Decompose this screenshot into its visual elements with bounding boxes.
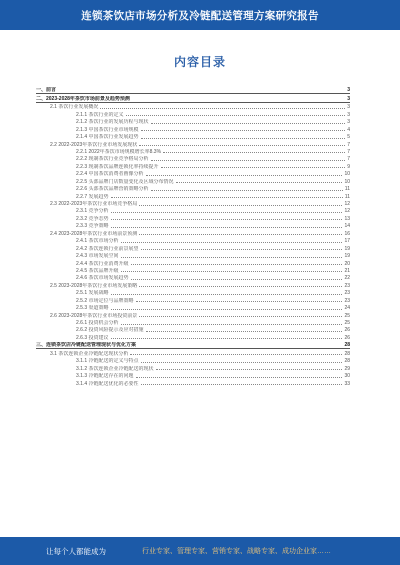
toc-leader-dots bbox=[111, 309, 343, 310]
toc-entry-text: 2.3.1 竞争分析 bbox=[76, 208, 109, 215]
toc-entry-text: 2.4.6 茶饮市场发展趋势 bbox=[76, 275, 129, 282]
toc-entry-page: 33 bbox=[344, 380, 350, 387]
toc-entry-page: 3 bbox=[347, 111, 350, 118]
toc-entry-page: 28 bbox=[344, 350, 350, 357]
toc-entry[interactable] bbox=[36, 296, 350, 303]
toc-entry[interactable] bbox=[36, 86, 350, 94]
toc-entry-text: 2.6.1 投资机会分析 bbox=[76, 320, 119, 326]
toc-entry-text: 二、2023-2028年茶饮市场前景及趋势预测 bbox=[36, 95, 130, 102]
toc-entry-page: 23 bbox=[344, 290, 350, 297]
toc-entry-text: 3.1.3 冷链配送存在的问题 bbox=[76, 373, 134, 380]
toc-leader-dots bbox=[121, 324, 343, 325]
toc-leader-dots bbox=[139, 234, 342, 235]
toc-entry-page: 12 bbox=[344, 201, 350, 207]
toc-entry-page: 5 bbox=[347, 134, 350, 141]
toc-entry[interactable] bbox=[36, 170, 350, 177]
toc-entry[interactable] bbox=[36, 379, 350, 386]
toc-leader-dots bbox=[141, 130, 346, 131]
toc-entry[interactable] bbox=[36, 214, 350, 221]
toc-entry-text: 2.2.1 2022年茶饮市场规模增长率8.3% bbox=[76, 148, 162, 155]
toc-entry[interactable] bbox=[36, 94, 350, 102]
toc-entry[interactable] bbox=[36, 252, 350, 259]
toc-leader-dots bbox=[161, 167, 346, 168]
toc-leader-dots bbox=[146, 331, 343, 332]
toc-entry-text: 3.1 茶饮连锁企业冷链配送现状分析 bbox=[50, 350, 129, 357]
toc-entry[interactable] bbox=[36, 259, 350, 266]
page-header bbox=[0, 0, 400, 30]
toc-entry-page: 26 bbox=[344, 334, 350, 341]
report-title: 连锁茶饮店市场分析及冷链配送管理方案研究报告 bbox=[81, 9, 319, 22]
toc-leader-dots bbox=[151, 160, 346, 161]
toc-entry-text: 2.4.2 茶饮连锁行业前景展望 bbox=[76, 245, 139, 252]
toc-entry-page: 3 bbox=[347, 104, 350, 111]
toc-entry-page: 19 bbox=[344, 245, 350, 252]
toc-entry-text: 2.1 茶饮行业发展概况 bbox=[50, 104, 99, 111]
toc-entry-page: 21 bbox=[344, 267, 350, 274]
toc-entry-text: 2.4 2023-2028年茶饮行业市场前景预测 bbox=[50, 230, 138, 237]
toc-entry-text: 2.5 2023-2028年茶饮行业市场发展策略 bbox=[50, 282, 138, 289]
toc-leader-dots bbox=[139, 205, 342, 206]
toc-entry-text: 2.3.2 竞争态势 bbox=[76, 215, 109, 222]
toc-entry[interactable] bbox=[36, 155, 350, 162]
toc-leader-dots bbox=[136, 377, 343, 378]
toc-entry-text: 2.3 2022-2023年茶饮行业市场竞争格局 bbox=[50, 201, 138, 207]
toc-entry-text: 2.5.3 渠道策略 bbox=[76, 305, 109, 312]
toc-entry-text: 2.2.7 发展趋势 bbox=[76, 193, 109, 200]
toc-entry-page: 16 bbox=[344, 230, 350, 237]
toc-entry[interactable] bbox=[36, 177, 350, 184]
toc-entry-page: 28 bbox=[344, 342, 350, 349]
toc-entry-page: 10 bbox=[344, 171, 350, 178]
toc-entry-page: 7 bbox=[347, 141, 350, 148]
toc-leader-dots bbox=[141, 362, 343, 363]
toc-entry[interactable] bbox=[36, 364, 350, 371]
toc-leader-dots bbox=[136, 301, 343, 302]
toc-leader-dots bbox=[111, 219, 343, 220]
toc-entry-text: 2.6 2023-2028年茶饮行业市场投资前景 bbox=[50, 312, 138, 319]
toc-entry-page: 10 bbox=[344, 178, 350, 185]
toc-leader-dots bbox=[151, 123, 346, 124]
toc-leader-dots bbox=[111, 338, 343, 339]
toc-entry-page: 23 bbox=[344, 297, 350, 304]
toc-leader-dots bbox=[111, 197, 343, 198]
footer-slogan: 让每个人都能成为 bbox=[46, 546, 106, 556]
toc-leader-dots bbox=[126, 115, 346, 116]
toc-entry-page: 23 bbox=[344, 282, 350, 289]
toc-leader-dots bbox=[130, 354, 342, 355]
toc-entry-text: 2.6.2 投资风险提示及应对措施 bbox=[76, 327, 144, 334]
toc-entry-page: 4 bbox=[347, 126, 350, 133]
toc-entry[interactable] bbox=[36, 289, 350, 296]
toc-entry-text: 2.3.3 竞争策略 bbox=[76, 223, 109, 230]
toc-entry-text: 2.2.3 现制茶饮品牌连锁化率持续提升 bbox=[76, 163, 159, 170]
toc-entry[interactable] bbox=[36, 333, 350, 340]
toc-entry[interactable] bbox=[36, 140, 350, 147]
toc-entry[interactable] bbox=[36, 244, 350, 251]
toc-entry-page: 26 bbox=[344, 327, 350, 334]
toc-entry-text: 2.1.2 茶饮行业的发展历程与现状 bbox=[76, 119, 149, 126]
toc-entry-page: 22 bbox=[344, 275, 350, 282]
toc-leader-dots bbox=[146, 175, 343, 176]
footer-tagline: 行业专家、管理专家、营销专家、战略专家、成功企业家…… bbox=[142, 548, 331, 555]
toc-leader-dots bbox=[111, 227, 343, 228]
toc-entry-text: 2.2.4 中国茶饮消费者画像分析 bbox=[76, 171, 144, 178]
toc-entry[interactable] bbox=[36, 274, 350, 281]
toc-entry[interactable] bbox=[36, 311, 350, 318]
toc-leader-dots bbox=[163, 152, 345, 153]
toc-leader-dots bbox=[176, 182, 343, 183]
toc-leader-dots bbox=[121, 257, 343, 258]
toc-leader-dots bbox=[131, 264, 343, 265]
toc-entry[interactable] bbox=[36, 148, 350, 155]
toc-entry-text: 2.5.2 市场定位与品牌策略 bbox=[76, 297, 134, 304]
toc-entry[interactable] bbox=[36, 319, 350, 326]
toc-entry-page: 14 bbox=[344, 223, 350, 230]
toc-entry-page: 3 bbox=[347, 95, 350, 102]
toc-entry-text: 2.2.2 现制茶饮行业竞争格局分析 bbox=[76, 156, 149, 163]
page-footer bbox=[0, 537, 400, 565]
toc-entry[interactable] bbox=[36, 118, 350, 125]
toc-leader-dots bbox=[100, 108, 345, 109]
toc-entry-text: 2.2.6 头部茶饮品牌营销策略分析 bbox=[76, 186, 149, 193]
toc-entry[interactable] bbox=[36, 281, 350, 288]
toc-entry[interactable] bbox=[36, 103, 350, 110]
table-of-contents bbox=[36, 86, 350, 387]
toc-entry[interactable] bbox=[36, 229, 350, 236]
toc-entry[interactable] bbox=[36, 349, 350, 356]
toc-entry-page: 9 bbox=[347, 163, 350, 170]
toc-leader-dots bbox=[111, 294, 343, 295]
toc-entry[interactable] bbox=[36, 304, 350, 311]
toc-entry-text: 3.1.4 冷链配送优化的必要性 bbox=[76, 380, 139, 387]
toc-entry-page: 7 bbox=[347, 148, 350, 155]
toc-entry-page: 17 bbox=[344, 238, 350, 245]
toc-entry[interactable] bbox=[36, 326, 350, 333]
toc-entry-page: 30 bbox=[344, 373, 350, 380]
toc-entry-text: 2.1.1 茶饮行业的定义 bbox=[76, 111, 124, 118]
toc-entry-text: 2.1.4 中国茶饮行业发展趋势 bbox=[76, 134, 139, 141]
toc-entry-text: 2.4.4 茶饮行业消费升级 bbox=[76, 260, 129, 267]
toc-leader-dots bbox=[151, 190, 343, 191]
toc-entry-page: 11 bbox=[344, 186, 350, 193]
toc-entry[interactable] bbox=[36, 185, 350, 192]
toc-entry-page: 12 bbox=[344, 208, 350, 215]
toc-entry-page: 3 bbox=[347, 119, 350, 126]
toc-title: 内容目录 bbox=[173, 55, 226, 69]
toc-entry[interactable] bbox=[36, 357, 350, 364]
toc-entry-text: 3.1.1 冷链配送的定义与特点 bbox=[76, 358, 139, 365]
toc-entry-page: 24 bbox=[344, 305, 350, 312]
toc-entry[interactable] bbox=[36, 162, 350, 169]
toc-entry-page: 19 bbox=[344, 253, 350, 260]
toc-entry-text: 2.4.5 茶饮品牌升级 bbox=[76, 267, 119, 274]
toc-entry-page: 20 bbox=[344, 260, 350, 267]
toc-entry-page: 13 bbox=[344, 215, 350, 222]
toc-leader-dots bbox=[121, 271, 343, 272]
toc-entry-text: 2.2.5 头部品牌门店数量变化及区域分布情况 bbox=[76, 178, 174, 185]
toc-leader-dots bbox=[139, 316, 342, 317]
toc-entry-text: 三、连锁茶饮店冷链配送管理现状与优化方案 bbox=[36, 342, 137, 349]
toc-entry-text: 2.2 2022-2023年茶饮行业市场发展现状 bbox=[50, 141, 138, 148]
toc-entry[interactable] bbox=[36, 192, 350, 199]
toc-entry[interactable] bbox=[36, 110, 350, 117]
toc-leader-dots bbox=[139, 145, 345, 146]
toc-entry-page: 28 bbox=[344, 358, 350, 365]
toc-leader-dots bbox=[156, 369, 343, 370]
toc-leader-dots bbox=[121, 242, 343, 243]
toc-entry-text: 3.1.2 茶饮连锁企业冷链配送的现状 bbox=[76, 365, 154, 372]
toc-entry-page: 25 bbox=[344, 312, 350, 319]
toc-entry[interactable] bbox=[36, 372, 350, 379]
toc-entry-text: 2.1.3 中国茶饮行业市场规模 bbox=[76, 126, 139, 133]
toc-leader-dots bbox=[131, 279, 343, 280]
toc-entry[interactable] bbox=[36, 237, 350, 244]
toc-entry-page: 3 bbox=[347, 87, 350, 94]
toc-entry-text: 一、前言 bbox=[36, 87, 57, 94]
toc-entry-page: 7 bbox=[347, 156, 350, 163]
toc-entry-text: 2.6.3 投资建议 bbox=[76, 334, 109, 341]
toc-entry[interactable] bbox=[36, 207, 350, 214]
toc-leader-dots bbox=[141, 384, 343, 385]
toc-entry[interactable] bbox=[36, 267, 350, 274]
toc-entry-page: 11 bbox=[344, 193, 350, 200]
toc-entry-text: 2.5.1 发展战略 bbox=[76, 290, 109, 297]
toc-leader-dots bbox=[139, 286, 342, 287]
toc-entry[interactable] bbox=[36, 341, 350, 349]
toc-entry-page: 29 bbox=[344, 365, 350, 372]
toc-entry[interactable] bbox=[36, 125, 350, 132]
toc-leader-dots bbox=[111, 212, 343, 213]
toc-entry-page: 25 bbox=[344, 320, 350, 326]
toc-entry[interactable] bbox=[36, 200, 350, 207]
toc-entry-text: 2.4.3 市场发展空间 bbox=[76, 253, 119, 260]
toc-leader-dots bbox=[141, 138, 346, 139]
toc-entry[interactable] bbox=[36, 133, 350, 140]
toc-leader-dots bbox=[141, 249, 343, 250]
toc-entry-text: 2.4.1 茶饮市场分析 bbox=[76, 238, 119, 245]
toc-entry[interactable] bbox=[36, 222, 350, 229]
